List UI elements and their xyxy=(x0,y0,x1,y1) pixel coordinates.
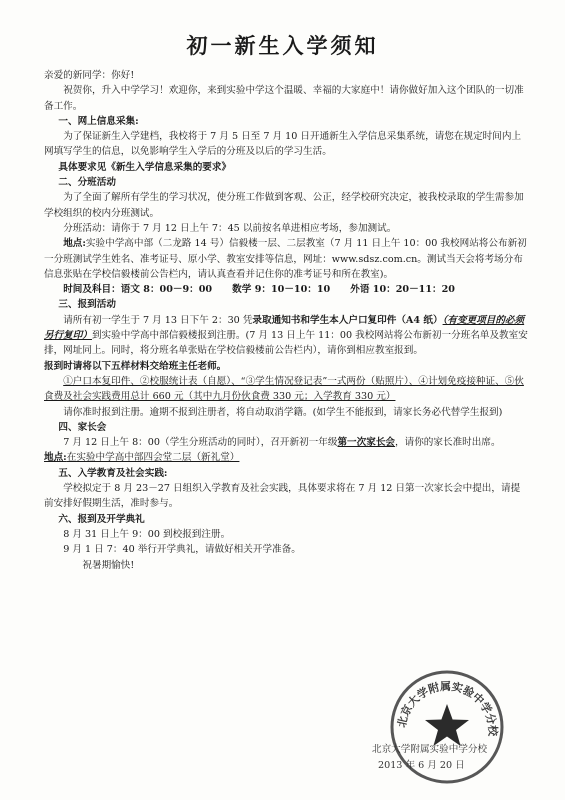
section-3-text-d: 到实验中学高中部信毅楼报到注册。(7 月 13 日上午 11：00 我校网站将公布新初一分班名单及教室安排，网址同上。同时，将分班名单张贴在学校信毅楼前公告栏内），请你到相应教室报到。 xyxy=(44,330,528,357)
section-4-heading: 四、家长会 xyxy=(58,421,107,433)
svg-text:北京大学附属实验中学分校: 北京大学附属实验中学分校 xyxy=(395,679,500,737)
page-title: 初一新生入学须知 xyxy=(186,34,379,58)
section-4-place xyxy=(44,450,528,465)
section-5-heading: 五、入学教育及社会实践: xyxy=(58,467,168,479)
section-1-heading: 一、网上信息采集: xyxy=(58,115,139,127)
first-parent-meeting: 第一次家长会 xyxy=(337,437,396,449)
section-6-line-1: 8 月 31 日上午 9：00 到校报到注册。 xyxy=(63,528,231,540)
place-text: 实验中学高中部（二龙路 14 号）信毅楼一层、二层教室（7 月 11 日上午 10：00 我校网站将公布新初一分班测试学生姓名、准考证号、原小学、教室安排等信息，网址：www.sdsz.com.cn。测试当天会将考场分布信息张贴在学校信毅楼前公告栏内，请认真查看并记住你的准考证号和所在教室)。 xyxy=(44,238,527,280)
section-2-text: 为了全面了解所有学生的学习状况，使分班工作做到客观、公正，经学校研究决定，被我校录取的学生需参加学校组织的校内分班测试。 xyxy=(44,192,524,219)
closing-wish: 祝暑期愉快! xyxy=(82,559,135,571)
section-1-requirement: 具体要求见《新生入学信息采集的要求》 xyxy=(58,161,232,173)
section-3-heading: 三、报到活动 xyxy=(58,299,116,311)
intro-paragraph: 祝贺你，升入中学学习！欢迎你，来到实验中学这个温暖、幸福的大家庭中！请你做好加入这个团队的一切准备工作。 xyxy=(44,85,524,112)
schedule-english: 外语 10：20－11：20 xyxy=(350,284,455,296)
section-3-text-b: 录取通知书和学生本人户口复印件（A4 纸） xyxy=(252,314,443,326)
signature-school: 北京大学附属实验中学分校 xyxy=(372,744,488,755)
section-2-time: 分班活动：请你于 7 月 12 日上午 7：45 以前按名单进相应考场，参加测试。 xyxy=(63,222,397,234)
section-4-text-a: 7 月 12 日上午 8：00（学生分班活动的同时），召开新初一年级 xyxy=(63,437,338,449)
section-3-text-a: 请所有初一学生于 7 月 13 日下午 2：30 凭 xyxy=(63,314,253,326)
section-4-place-text: 在实验中学高中部四会堂二层（新礼堂） xyxy=(66,452,240,464)
section-5-text: 学校拟定于 8 月 23－27 日组织入学教育及社会实践，具体要求将在 7 月 12 日第一次家长会中提出，请提前安排好假期生活，准时参与。 xyxy=(44,483,521,510)
section-4-place-label: 地点: xyxy=(44,452,67,464)
section-3-text-c: （有变更项目的必须另行复印） xyxy=(44,314,525,342)
materials-list: ①户口本复印件、②校服统计表（自愿）、“③学生情况登记表”一式两份（贴照片）、④计划免疫接种证、⑤伙食费及社会实践费用总计 660 元（其中九月份伙食费 330 元；入学教育 330 元） xyxy=(44,375,524,403)
section-4-text-c: ，请你的家长准时出席。 xyxy=(395,437,501,449)
section-3-text xyxy=(44,313,528,359)
schedule-label: 时间及科目： xyxy=(63,284,121,296)
place-label: 地点: xyxy=(63,238,86,250)
notice-body xyxy=(44,68,528,573)
signature-date: 2013 年 6 月 20 日 xyxy=(378,760,465,771)
schedule-math: 数学 9：10－10：10 xyxy=(232,284,331,296)
section-1-text: 为了保证新生入学建档，我校将于 7 月 5 日至 7 月 10 日开通新生入学信息采集系统，请您在规定时间内上网填写学生的信息，以免影响学生入学后的分班及以后的学习生活。 xyxy=(44,131,522,158)
greeting: 亲爱的新同学：你好! xyxy=(44,70,135,81)
section-4-text xyxy=(44,435,528,450)
schedule-chinese: 语文 8：00－9：00 xyxy=(120,284,213,296)
section-3-note: 请你准时报到注册。逾期不报到注册者，将自动取消学籍。(如学生不能报到，请家长务必代替学生报到) xyxy=(63,406,503,418)
section-6-line-2: 9 月 1 日 7：40 举行开学典礼，请做好相关开学准备。 xyxy=(63,544,301,556)
section-2-place xyxy=(44,236,528,282)
star-icon xyxy=(425,704,469,746)
section-6-heading: 六、报到及开学典礼 xyxy=(58,513,145,525)
materials-heading: 报到时请将以下五样材料交给班主任老师。 xyxy=(44,360,227,372)
section-2-schedule xyxy=(44,282,528,297)
section-2-heading: 二、分班活动 xyxy=(58,177,116,189)
